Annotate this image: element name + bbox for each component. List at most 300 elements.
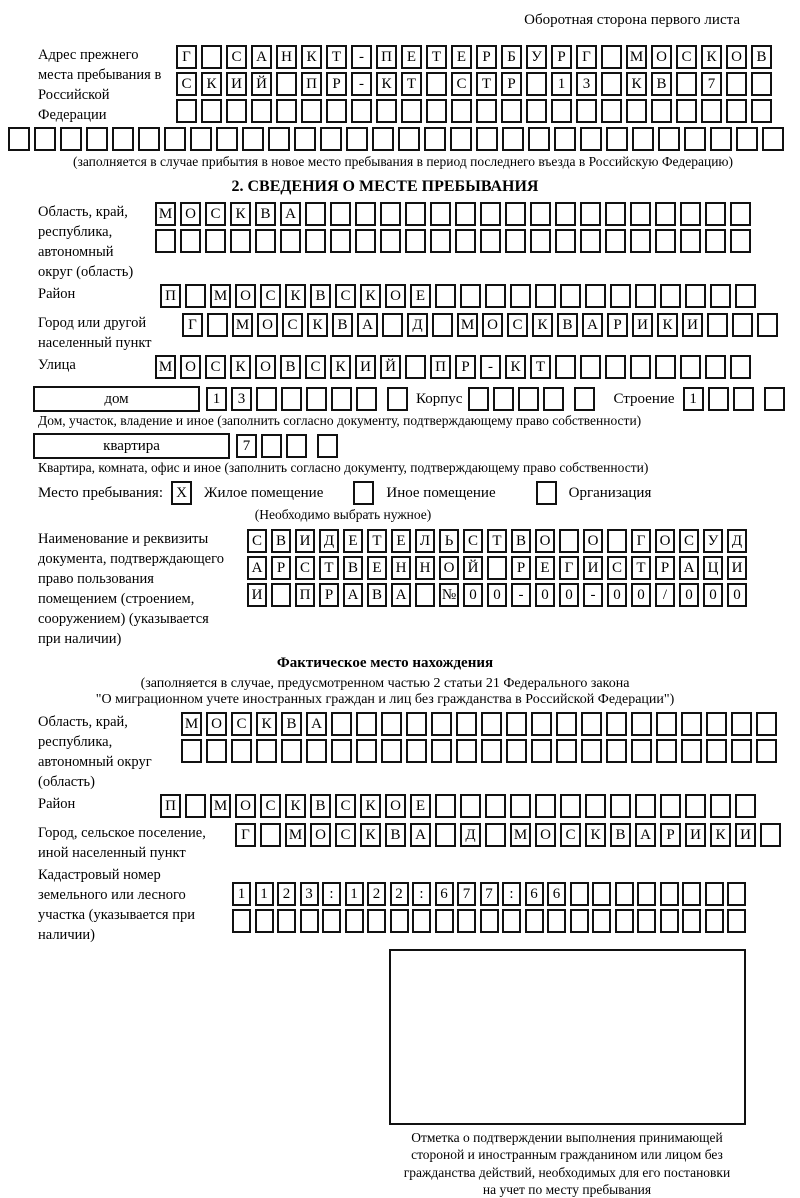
char-cell[interactable] — [510, 794, 531, 818]
char-cell[interactable] — [726, 99, 747, 123]
char-cell[interactable]: Е — [410, 284, 431, 308]
char-cell[interactable] — [555, 229, 576, 253]
char-cell[interactable] — [300, 909, 319, 933]
char-cell[interactable]: В — [310, 284, 331, 308]
char-cell[interactable] — [271, 583, 291, 607]
char-cell[interactable]: 1 — [255, 882, 274, 906]
char-cell[interactable]: К — [532, 313, 553, 337]
char-cell[interactable]: П — [295, 583, 315, 607]
char-cell[interactable]: О — [726, 45, 747, 69]
char-cell[interactable] — [430, 202, 451, 226]
char-cell[interactable] — [305, 202, 326, 226]
char-cell[interactable]: № — [439, 583, 459, 607]
char-cell[interactable]: О — [257, 313, 278, 337]
char-cell[interactable] — [560, 284, 581, 308]
char-cell[interactable]: Т — [487, 529, 507, 553]
char-cell[interactable]: И — [735, 823, 756, 847]
char-cell[interactable] — [216, 127, 238, 151]
char-cell[interactable] — [630, 202, 651, 226]
char-cell[interactable] — [426, 72, 447, 96]
char-cell[interactable]: О — [310, 823, 331, 847]
char-cell[interactable] — [708, 387, 729, 411]
char-cell[interactable] — [322, 909, 341, 933]
char-cell[interactable] — [387, 387, 408, 411]
char-cell[interactable]: К — [230, 355, 251, 379]
char-cell[interactable]: И — [295, 529, 315, 553]
char-cell[interactable] — [510, 284, 531, 308]
char-cell[interactable]: А — [306, 712, 327, 736]
char-cell[interactable] — [651, 99, 672, 123]
char-cell[interactable] — [256, 739, 277, 763]
char-cell[interactable]: В — [281, 712, 302, 736]
char-cell[interactable]: Р — [476, 45, 497, 69]
char-cell[interactable] — [346, 127, 368, 151]
char-cell[interactable] — [330, 202, 351, 226]
char-cell[interactable]: 3 — [231, 387, 252, 411]
char-cell[interactable]: В — [343, 556, 363, 580]
char-cell[interactable]: К — [360, 823, 381, 847]
char-cell[interactable] — [401, 99, 422, 123]
char-cell[interactable]: К — [285, 284, 306, 308]
char-cell[interactable] — [261, 434, 282, 458]
char-cell[interactable]: В — [367, 583, 387, 607]
char-cell[interactable] — [751, 72, 772, 96]
char-cell[interactable] — [180, 229, 201, 253]
char-cell[interactable] — [706, 739, 727, 763]
char-cell[interactable] — [660, 909, 679, 933]
char-cell[interactable] — [277, 909, 296, 933]
char-cell[interactable] — [412, 909, 431, 933]
char-cell[interactable]: О — [655, 529, 675, 553]
char-cell[interactable]: Р — [455, 355, 476, 379]
char-cell[interactable] — [626, 99, 647, 123]
char-cell[interactable] — [505, 202, 526, 226]
char-cell[interactable]: : — [322, 882, 341, 906]
char-cell[interactable]: О — [583, 529, 603, 553]
char-cell[interactable] — [680, 202, 701, 226]
char-cell[interactable] — [680, 355, 701, 379]
char-cell[interactable] — [381, 712, 402, 736]
char-cell[interactable]: А — [635, 823, 656, 847]
char-cell[interactable]: В — [557, 313, 578, 337]
char-cell[interactable]: 2 — [390, 882, 409, 906]
char-cell[interactable]: М — [232, 313, 253, 337]
char-cell[interactable] — [232, 909, 251, 933]
char-cell[interactable] — [451, 99, 472, 123]
char-cell[interactable] — [502, 909, 521, 933]
stay-type-checkbox-zhiloe[interactable] — [171, 481, 196, 505]
char-cell[interactable]: - — [511, 583, 531, 607]
char-cell[interactable]: - — [351, 72, 372, 96]
char-cell[interactable] — [757, 313, 778, 337]
char-cell[interactable] — [682, 882, 701, 906]
char-cell[interactable]: Ц — [703, 556, 723, 580]
char-cell[interactable] — [580, 229, 601, 253]
char-cell[interactable]: А — [357, 313, 378, 337]
char-cell[interactable]: Р — [660, 823, 681, 847]
char-cell[interactable] — [205, 229, 226, 253]
char-cell[interactable]: Г — [176, 45, 197, 69]
char-cell[interactable]: К — [330, 355, 351, 379]
char-cell[interactable]: И — [682, 313, 703, 337]
char-cell[interactable] — [305, 229, 326, 253]
char-cell[interactable] — [526, 72, 547, 96]
char-cell[interactable] — [60, 127, 82, 151]
char-cell[interactable] — [330, 229, 351, 253]
char-cell[interactable] — [601, 72, 622, 96]
char-cell[interactable]: Г — [182, 313, 203, 337]
char-cell[interactable] — [631, 739, 652, 763]
char-cell[interactable]: Д — [319, 529, 339, 553]
char-cell[interactable]: К — [376, 72, 397, 96]
char-cell[interactable]: Е — [401, 45, 422, 69]
char-cell[interactable] — [405, 355, 426, 379]
char-cell[interactable] — [727, 882, 746, 906]
char-cell[interactable]: 0 — [727, 583, 747, 607]
char-cell[interactable]: О — [235, 284, 256, 308]
char-cell[interactable]: С — [507, 313, 528, 337]
char-cell[interactable]: Д — [407, 313, 428, 337]
char-cell[interactable]: / — [655, 583, 675, 607]
char-cell[interactable] — [281, 739, 302, 763]
char-cell[interactable] — [605, 202, 626, 226]
char-cell[interactable] — [655, 229, 676, 253]
char-cell[interactable] — [681, 712, 702, 736]
char-cell[interactable] — [455, 229, 476, 253]
char-cell[interactable]: С — [205, 355, 226, 379]
char-cell[interactable] — [731, 712, 752, 736]
char-cell[interactable] — [710, 284, 731, 308]
char-cell[interactable] — [155, 229, 176, 253]
char-cell[interactable]: С — [295, 556, 315, 580]
char-cell[interactable]: 1 — [206, 387, 227, 411]
char-cell[interactable]: - — [583, 583, 603, 607]
char-cell[interactable] — [554, 127, 576, 151]
char-cell[interactable] — [456, 712, 477, 736]
char-cell[interactable]: С — [260, 794, 281, 818]
char-cell[interactable] — [485, 823, 506, 847]
char-cell[interactable]: С — [676, 45, 697, 69]
char-cell[interactable]: Р — [326, 72, 347, 96]
char-cell[interactable] — [380, 229, 401, 253]
char-cell[interactable]: С — [231, 712, 252, 736]
char-cell[interactable]: О — [235, 794, 256, 818]
char-cell[interactable]: И — [247, 583, 267, 607]
char-cell[interactable] — [181, 739, 202, 763]
char-cell[interactable] — [531, 712, 552, 736]
char-cell[interactable] — [190, 127, 212, 151]
char-cell[interactable] — [710, 127, 732, 151]
char-cell[interactable]: 0 — [607, 583, 627, 607]
char-cell[interactable]: О — [206, 712, 227, 736]
char-cell[interactable]: С — [607, 556, 627, 580]
char-cell[interactable] — [733, 387, 754, 411]
char-cell[interactable] — [138, 127, 160, 151]
char-cell[interactable] — [251, 99, 272, 123]
char-cell[interactable] — [86, 127, 108, 151]
char-cell[interactable]: В — [651, 72, 672, 96]
char-cell[interactable]: Ь — [439, 529, 459, 553]
char-cell[interactable] — [231, 739, 252, 763]
char-cell[interactable] — [185, 794, 206, 818]
char-cell[interactable]: Р — [655, 556, 675, 580]
char-cell[interactable] — [706, 712, 727, 736]
char-cell[interactable]: 6 — [435, 882, 454, 906]
char-cell[interactable] — [655, 202, 676, 226]
char-cell[interactable]: Р — [511, 556, 531, 580]
char-cell[interactable]: О — [385, 284, 406, 308]
char-cell[interactable]: 0 — [487, 583, 507, 607]
char-cell[interactable]: 7 — [701, 72, 722, 96]
char-cell[interactable] — [631, 712, 652, 736]
char-cell[interactable] — [705, 909, 724, 933]
char-cell[interactable] — [656, 739, 677, 763]
char-cell[interactable] — [485, 794, 506, 818]
char-cell[interactable]: С — [282, 313, 303, 337]
char-cell[interactable]: С — [305, 355, 326, 379]
char-cell[interactable]: Т — [631, 556, 651, 580]
char-cell[interactable] — [351, 99, 372, 123]
char-cell[interactable] — [480, 909, 499, 933]
char-cell[interactable] — [460, 284, 481, 308]
char-cell[interactable] — [592, 909, 611, 933]
char-cell[interactable]: И — [355, 355, 376, 379]
char-cell[interactable] — [580, 355, 601, 379]
char-cell[interactable]: 7 — [480, 882, 499, 906]
char-cell[interactable] — [306, 387, 327, 411]
char-cell[interactable]: В — [332, 313, 353, 337]
char-cell[interactable] — [185, 284, 206, 308]
char-cell[interactable]: П — [160, 794, 181, 818]
char-cell[interactable] — [615, 909, 634, 933]
char-cell[interactable] — [276, 99, 297, 123]
char-cell[interactable]: Г — [576, 45, 597, 69]
char-cell[interactable]: 0 — [559, 583, 579, 607]
char-cell[interactable]: : — [502, 882, 521, 906]
char-cell[interactable] — [281, 387, 302, 411]
char-cell[interactable] — [684, 127, 706, 151]
char-cell[interactable] — [732, 313, 753, 337]
char-cell[interactable] — [487, 556, 507, 580]
char-cell[interactable]: К — [585, 823, 606, 847]
char-cell[interactable] — [518, 387, 539, 411]
apartment-type-box[interactable]: квартира — [33, 433, 230, 459]
char-cell[interactable] — [356, 387, 377, 411]
char-cell[interactable]: Д — [727, 529, 747, 553]
char-cell[interactable] — [727, 909, 746, 933]
char-cell[interactable] — [762, 127, 784, 151]
char-cell[interactable]: В — [255, 202, 276, 226]
char-cell[interactable]: О — [255, 355, 276, 379]
char-cell[interactable] — [405, 229, 426, 253]
char-cell[interactable]: М — [510, 823, 531, 847]
char-cell[interactable] — [658, 127, 680, 151]
char-cell[interactable] — [525, 909, 544, 933]
char-cell[interactable] — [601, 45, 622, 69]
char-cell[interactable] — [685, 284, 706, 308]
char-cell[interactable] — [201, 45, 222, 69]
char-cell[interactable]: С — [335, 284, 356, 308]
char-cell[interactable] — [8, 127, 30, 151]
char-cell[interactable] — [476, 99, 497, 123]
char-cell[interactable] — [390, 909, 409, 933]
char-cell[interactable]: Б — [501, 45, 522, 69]
char-cell[interactable] — [431, 739, 452, 763]
char-cell[interactable] — [736, 127, 758, 151]
char-cell[interactable]: 6 — [525, 882, 544, 906]
char-cell[interactable]: В — [271, 529, 291, 553]
char-cell[interactable] — [457, 909, 476, 933]
char-cell[interactable]: К — [360, 284, 381, 308]
char-cell[interactable] — [705, 355, 726, 379]
char-cell[interactable]: С — [463, 529, 483, 553]
char-cell[interactable] — [450, 127, 472, 151]
char-cell[interactable] — [502, 127, 524, 151]
char-cell[interactable] — [435, 909, 454, 933]
char-cell[interactable] — [406, 739, 427, 763]
char-cell[interactable] — [256, 387, 277, 411]
char-cell[interactable]: О — [180, 202, 201, 226]
char-cell[interactable]: Р — [501, 72, 522, 96]
char-cell[interactable] — [526, 99, 547, 123]
char-cell[interactable]: Т — [426, 45, 447, 69]
char-cell[interactable]: У — [526, 45, 547, 69]
char-cell[interactable] — [655, 355, 676, 379]
char-cell[interactable] — [535, 284, 556, 308]
char-cell[interactable] — [556, 712, 577, 736]
char-cell[interactable] — [580, 202, 601, 226]
char-cell[interactable]: Е — [367, 556, 387, 580]
char-cell[interactable] — [476, 127, 498, 151]
char-cell[interactable]: 0 — [631, 583, 651, 607]
char-cell[interactable] — [280, 229, 301, 253]
char-cell[interactable] — [345, 909, 364, 933]
char-cell[interactable] — [435, 823, 456, 847]
char-cell[interactable]: О — [535, 529, 555, 553]
char-cell[interactable] — [555, 355, 576, 379]
char-cell[interactable] — [705, 202, 726, 226]
char-cell[interactable]: И — [226, 72, 247, 96]
char-cell[interactable]: 1 — [551, 72, 572, 96]
char-cell[interactable] — [576, 99, 597, 123]
char-cell[interactable] — [406, 712, 427, 736]
char-cell[interactable]: С — [260, 284, 281, 308]
char-cell[interactable] — [705, 229, 726, 253]
char-cell[interactable]: Г — [559, 556, 579, 580]
char-cell[interactable] — [592, 882, 611, 906]
char-cell[interactable]: С — [679, 529, 699, 553]
char-cell[interactable] — [430, 229, 451, 253]
char-cell[interactable]: Л — [415, 529, 435, 553]
house-type-box[interactable]: дом — [33, 386, 200, 412]
char-cell[interactable]: Т — [319, 556, 339, 580]
char-cell[interactable] — [660, 794, 681, 818]
char-cell[interactable]: 1 — [232, 882, 251, 906]
char-cell[interactable]: 0 — [463, 583, 483, 607]
char-cell[interactable]: К — [505, 355, 526, 379]
char-cell[interactable] — [376, 99, 397, 123]
char-cell[interactable]: Т — [367, 529, 387, 553]
char-cell[interactable]: К — [256, 712, 277, 736]
char-cell[interactable] — [536, 481, 557, 505]
char-cell[interactable]: 3 — [300, 882, 319, 906]
char-cell[interactable] — [580, 127, 602, 151]
char-cell[interactable] — [255, 229, 276, 253]
char-cell[interactable] — [581, 739, 602, 763]
char-cell[interactable]: О — [385, 794, 406, 818]
char-cell[interactable]: X — [171, 481, 192, 505]
char-cell[interactable] — [756, 712, 777, 736]
char-cell[interactable] — [570, 882, 589, 906]
char-cell[interactable]: О — [180, 355, 201, 379]
char-cell[interactable]: П — [376, 45, 397, 69]
char-cell[interactable]: 6 — [547, 882, 566, 906]
char-cell[interactable] — [435, 794, 456, 818]
char-cell[interactable]: - — [480, 355, 501, 379]
char-cell[interactable]: М — [181, 712, 202, 736]
char-cell[interactable] — [481, 739, 502, 763]
char-cell[interactable] — [356, 712, 377, 736]
char-cell[interactable] — [730, 355, 751, 379]
char-cell[interactable] — [481, 712, 502, 736]
char-cell[interactable]: П — [430, 355, 451, 379]
char-cell[interactable] — [635, 284, 656, 308]
char-cell[interactable] — [560, 794, 581, 818]
char-cell[interactable] — [726, 72, 747, 96]
char-cell[interactable]: 3 — [576, 72, 597, 96]
char-cell[interactable]: У — [703, 529, 723, 553]
char-cell[interactable]: К — [626, 72, 647, 96]
char-cell[interactable]: Т — [530, 355, 551, 379]
char-cell[interactable]: К — [230, 202, 251, 226]
char-cell[interactable]: Е — [391, 529, 411, 553]
char-cell[interactable]: А — [247, 556, 267, 580]
char-cell[interactable] — [581, 712, 602, 736]
char-cell[interactable] — [531, 739, 552, 763]
char-cell[interactable] — [353, 481, 374, 505]
char-cell[interactable]: С — [335, 794, 356, 818]
char-cell[interactable] — [372, 127, 394, 151]
char-cell[interactable]: Т — [476, 72, 497, 96]
char-cell[interactable] — [480, 202, 501, 226]
char-cell[interactable]: М — [210, 794, 231, 818]
char-cell[interactable] — [455, 202, 476, 226]
char-cell[interactable]: М — [626, 45, 647, 69]
char-cell[interactable]: К — [301, 45, 322, 69]
char-cell[interactable] — [605, 355, 626, 379]
char-cell[interactable]: К — [307, 313, 328, 337]
char-cell[interactable] — [543, 387, 564, 411]
char-cell[interactable] — [681, 739, 702, 763]
char-cell[interactable]: 7 — [457, 882, 476, 906]
char-cell[interactable]: С — [176, 72, 197, 96]
char-cell[interactable] — [424, 127, 446, 151]
char-cell[interactable] — [480, 229, 501, 253]
char-cell[interactable] — [685, 794, 706, 818]
char-cell[interactable] — [764, 387, 785, 411]
char-cell[interactable] — [615, 882, 634, 906]
char-cell[interactable] — [320, 127, 342, 151]
char-cell[interactable]: С — [335, 823, 356, 847]
stay-type-checkbox-org[interactable] — [536, 481, 561, 505]
char-cell[interactable] — [676, 99, 697, 123]
char-cell[interactable]: Й — [251, 72, 272, 96]
char-cell[interactable] — [355, 202, 376, 226]
char-cell[interactable]: П — [160, 284, 181, 308]
char-cell[interactable]: Р — [271, 556, 291, 580]
char-cell[interactable]: Г — [235, 823, 256, 847]
char-cell[interactable] — [276, 72, 297, 96]
